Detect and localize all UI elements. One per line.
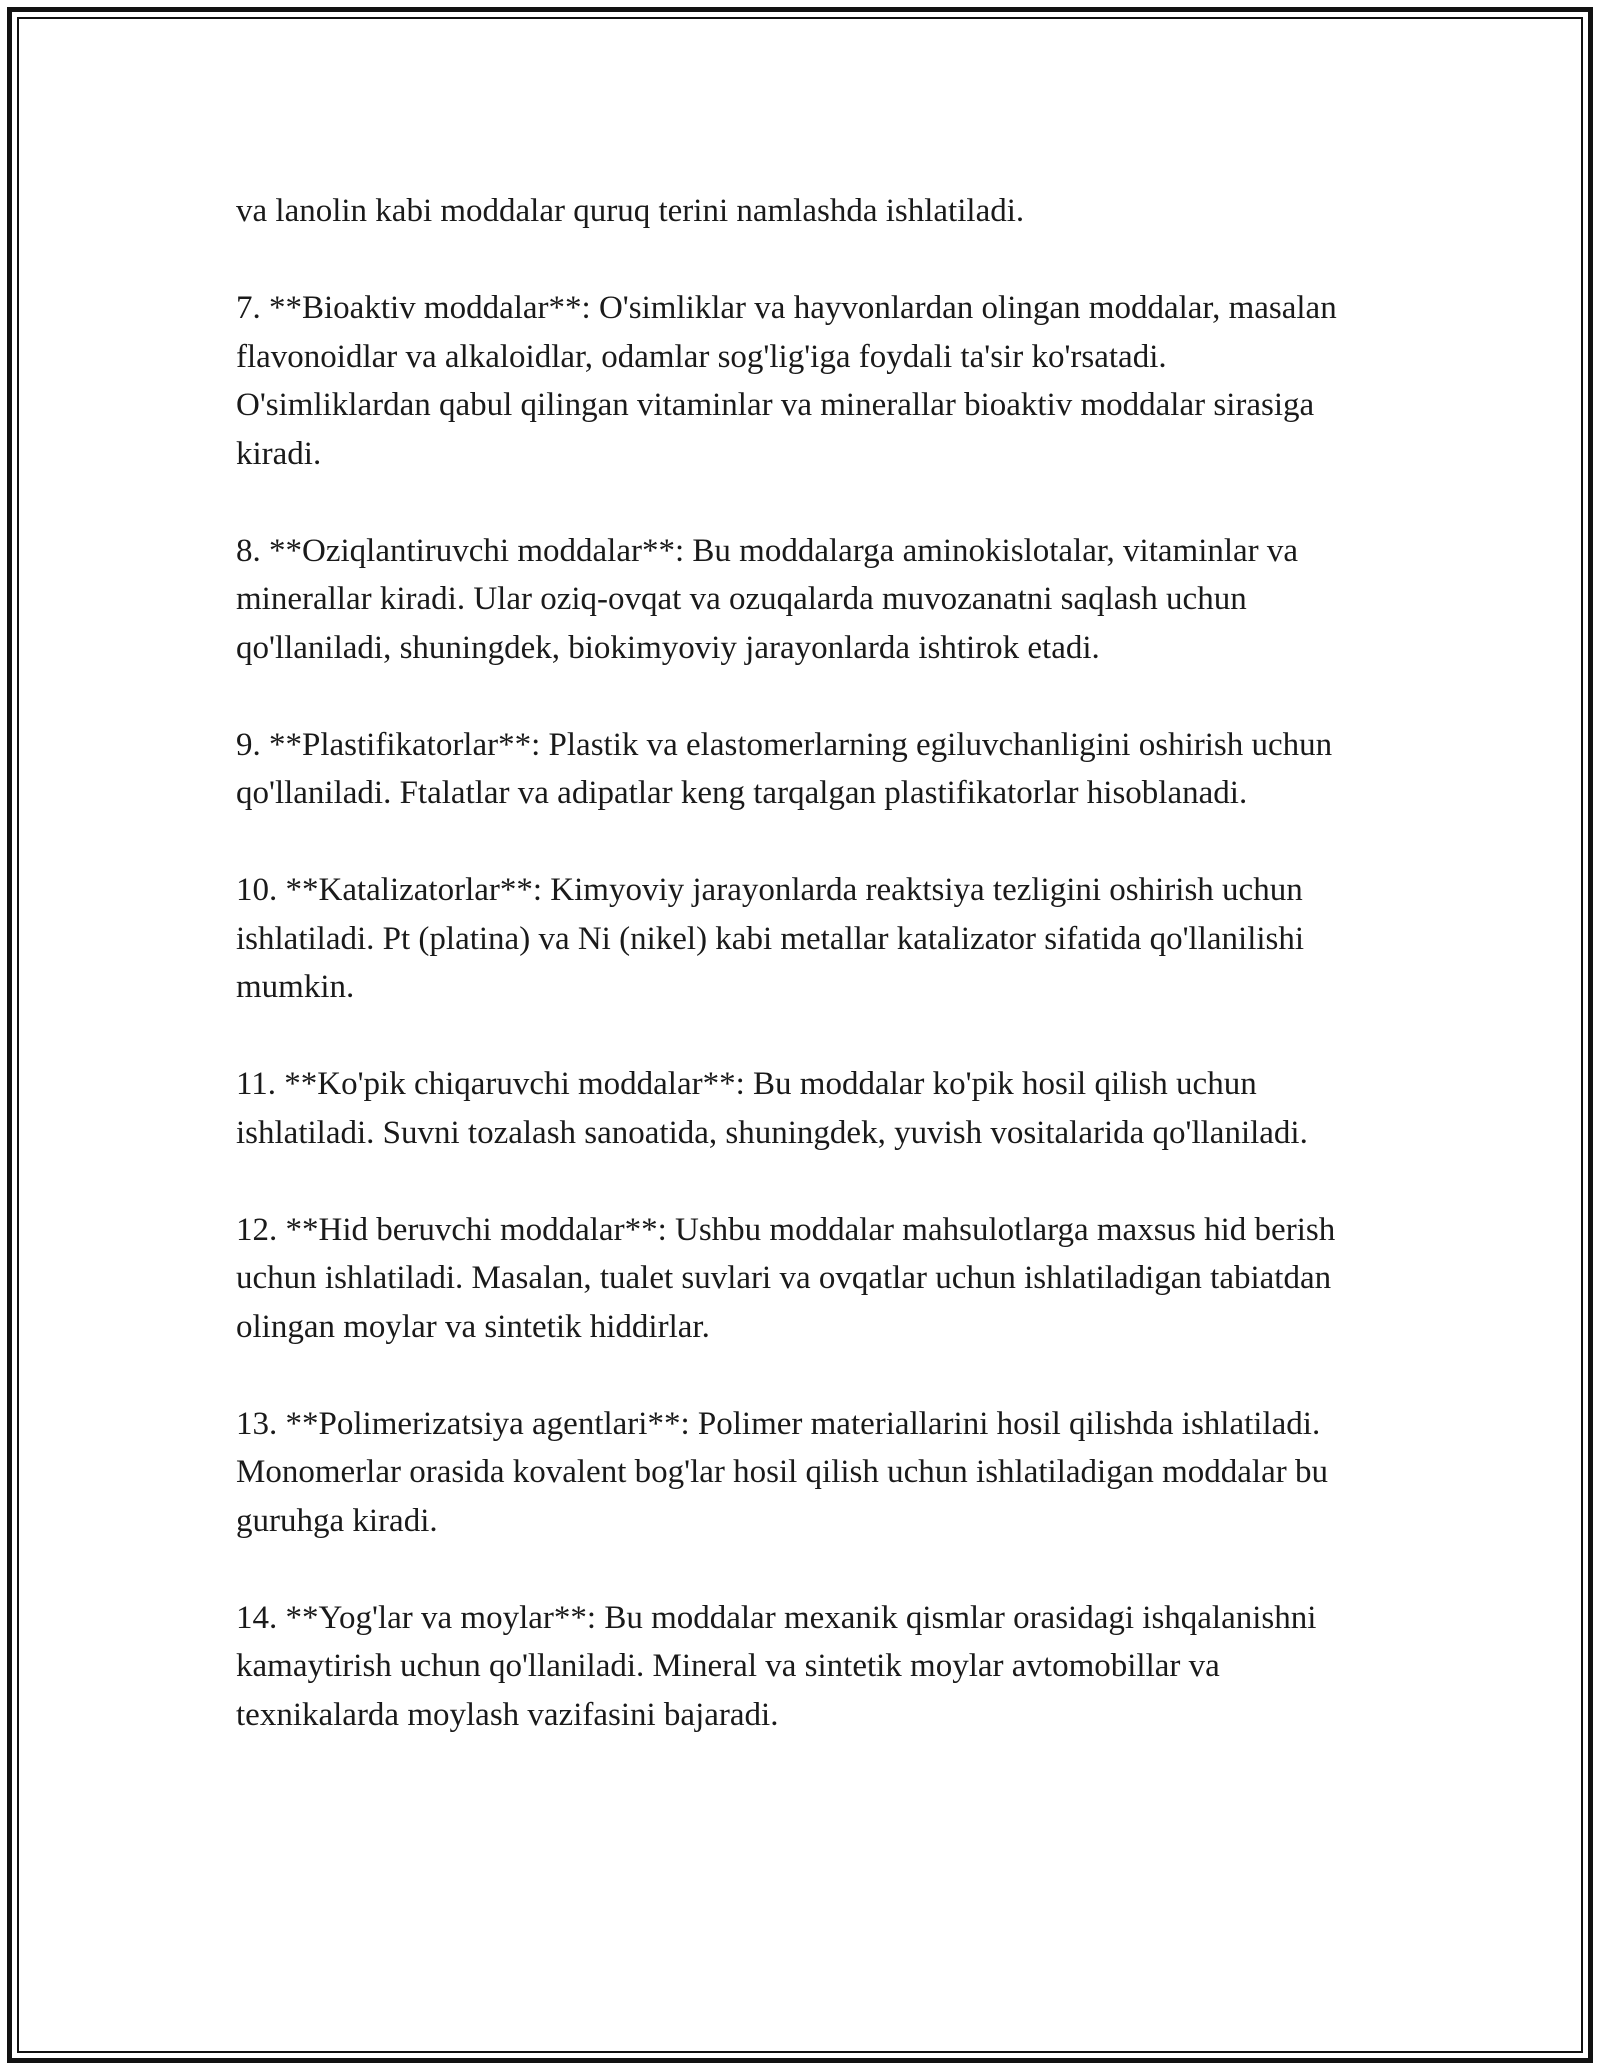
paragraph-item-13: 13. **Polimerizatsiya agentlari**: Polimer materiallarini hosil qilishda ishlatiladi. Monomerlar orasida kovalent bog'lar hosil qilish uchun ishlatiladigan moddalar bu guruhga kiradi. <box>236 1405 1328 1539</box>
paragraph-item-14: 14. **Yog'lar va moylar**: Bu moddalar mexanik qismlar orasidagi ishqalanishni kamaytirish uchun qo'llaniladi. Mineral va sintetik moylar avtomobillar va texnikalarda moylash vazifasini bajaradi. <box>236 1599 1317 1733</box>
document-body <box>236 187 1366 1788</box>
paragraph-continuation: va lanolin kabi moddalar quruq terini namlashda ishlatiladi. <box>236 193 1025 229</box>
paragraph-item-11: 11. **Ko'pik chiqaruvchi moddalar**: Bu moddalar ko'pik hosil qilish uchun ishlatiladi. Suvni tozalash sanoatida, shuningdek, yuvish vositalarida qo'llaniladi. <box>236 1066 1308 1151</box>
paragraph-item-12: 12. **Hid beruvchi moddalar**: Ushbu moddalar mahsulotlarga maxsus hid berish uchun ishlatiladi. Masalan, tualet suvlari va ovqatlar uchun ishlatiladigan tabiatdan olingan moylar va sintetik hiddirlar. <box>236 1211 1336 1345</box>
paragraph-item-8: 8. **Oziqlantiruvchi moddalar**: Bu moddalarga aminokislotalar, vitaminlar va minerallar kiradi. Ular oziq-ovqat va ozuqalarda muvozanatni saqlash uchun qo'llaniladi, shuningdek, biokimyoviy jarayonlarda ishtirok etadi. <box>236 532 1299 666</box>
paragraph-item-7: 7. **Bioaktiv moddalar**: O'simliklar va hayvonlardan olingan moddalar, masalan flavonoidlar va alkaloidlar, odamlar sog'lig'iga foydali ta'sir ko'rsatadi. O'simliklardan qabul qilingan vitaminlar va minerallar bioaktiv moddalar sirasiga kiradi. <box>236 290 1337 472</box>
paragraph-item-10: 10. **Katalizatorlar**: Kimyoviy jarayonlarda reaktsiya tezligini oshirish uchun ishlatiladi. Pt (platina) va Ni (nikel) kabi metallar katalizator sifatida qo'llanilishi mumkin. <box>236 872 1305 1005</box>
paragraph-item-9: 9. **Plastifikatorlar**: Plastik va elastomerlarning egiluvchanligini oshirish uchun qo'llaniladi. Ftalatlar va adipatlar keng tarqalgan plastifikatorlar hisoblanadi. <box>236 726 1333 811</box>
